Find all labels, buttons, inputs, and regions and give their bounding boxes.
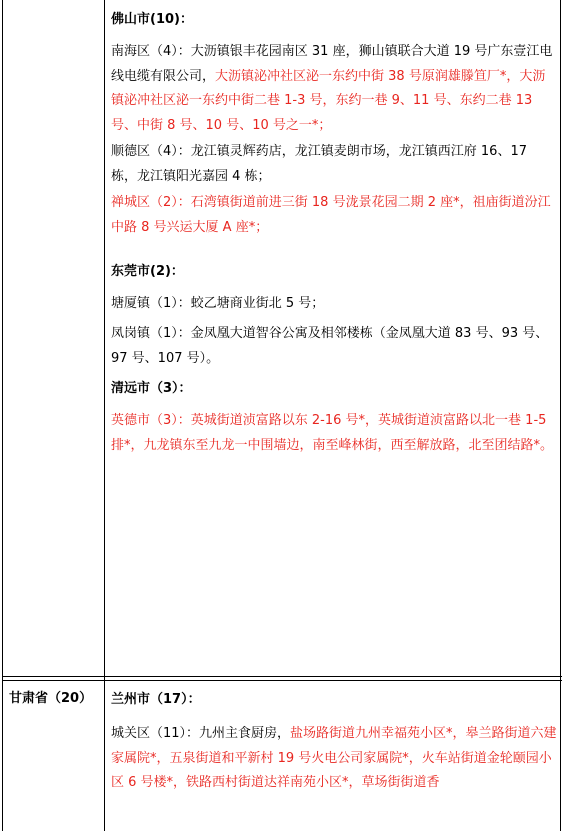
row-divider-double: [3, 680, 562, 681]
chengguan-black-text: 城关区（11）：九州主食厨房，: [111, 726, 291, 741]
tangxia-entry: 塘厦镇（1）：蛟乙塘商业街北 5 号；: [111, 296, 325, 311]
chengguan-entry: [111, 722, 557, 796]
row-divider: [3, 676, 562, 677]
chengguan-red-text: 盐场路街道九州幸福苑小区*，皋兰路街道六建家属院*，五泉街道和平新村 19 号火电公司家属院*，火车站街道金轮颐园小区 6 号楼*，铁路西村街道达祥南苑小区*，草场街街道香: [111, 726, 557, 790]
nanhai-entry: [111, 40, 557, 138]
qingyuan-header: 清远市（3）：: [111, 381, 192, 396]
chancheng-entry: 禅城区（2）：石湾镇街道前进三街 18 号泷景花园二期 2 座*，祖庙街道汾江中路 8 号兴运大厦 A 座*；: [111, 195, 551, 235]
province-cell: 甘肃省（20）: [9, 691, 93, 706]
dongguan-header: 东莞市(2)：: [111, 264, 184, 279]
guangdong-cell: [111, 8, 557, 458]
yingde-entry: 英德市（3）：英城街道浈富路以东 2-16 号*，英城街道浈富路以北一巷 1-5 排*，九龙镇东至九龙一中围墙边，南至峰林街，西至解放路，北至团结路*。: [111, 413, 554, 453]
fenggang-entry: 凤岗镇（1）：金凤凰大道智谷公寓及相邻楼栋（金凤凰大道 83 号、93 号、97 号、107 号）。: [111, 326, 549, 366]
address-table: [2, 0, 561, 831]
column-divider: [104, 0, 105, 831]
nanhai-black-text: 南海区（4）：大沥镇银丰花园南区 31 座，狮山镇联合大道 19 号广东壹江电线电缆有限公司，: [111, 44, 553, 84]
lanzhou-header: 兰州市（17）：: [111, 692, 201, 707]
gansu-cell: [111, 688, 557, 796]
nanhai-red-text: 大沥镇泌冲社区泌一东约中街 38 号原润雄滕笪厂*，大沥镇泌冲社区泌一东约中街二巷 1-3 号，东约一巷 9、11 号、东约二巷 13 号、中街 8 号、10 号、10 号之一*；: [111, 68, 546, 133]
shunde-entry: 顺德区（4）：龙江镇灵辉药店，龙江镇麦朗市场，龙江镇西江府 16、17 栋，龙江镇阳光嘉园 4 栋；: [111, 144, 527, 184]
foshan-header: 佛山市(10)：: [111, 12, 193, 27]
